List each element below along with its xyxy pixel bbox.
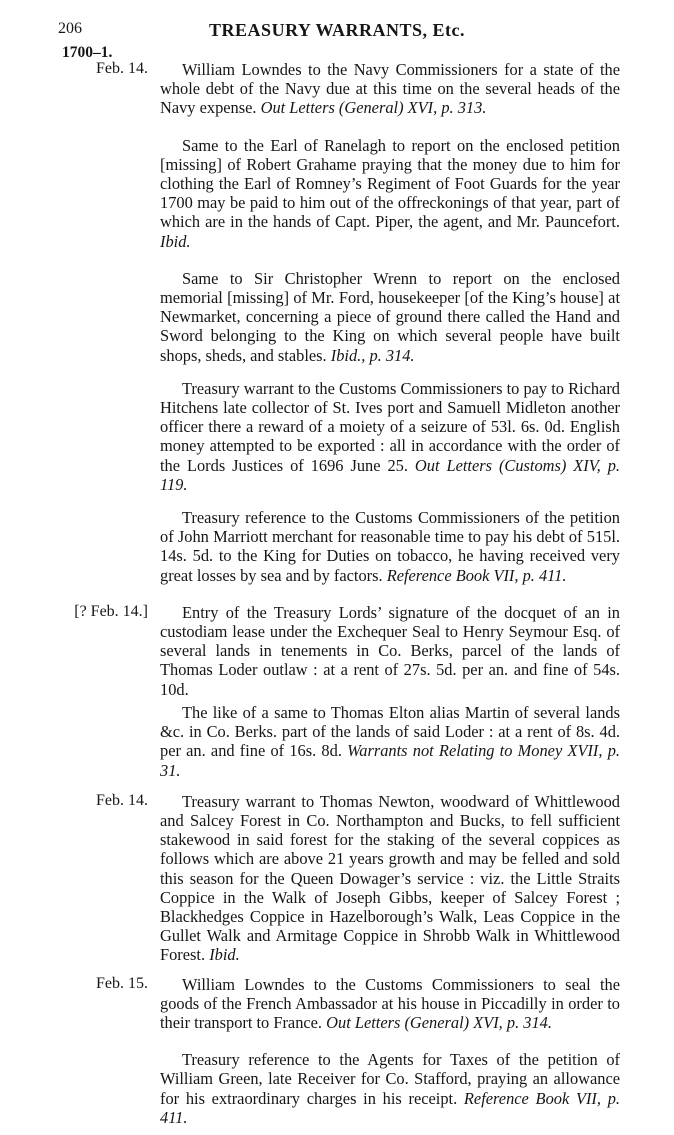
source-citation: Reference Book VII, p. 411. [386,565,567,585]
running-title: TREASURY WARRANTS, Etc. [209,20,465,40]
entry-date: Feb. 14. [96,791,148,809]
entry-paragraph: William Lowndes to the Navy Commissioners for a state of the whole debt of the Navy due at this time on the several heads of the Navy expense. Out Letters (General) XVI, p. 313. [160,60,620,118]
entry-paragraph: Treasury reference to the Customs Commissioners of the petition of John Marriott merchant for reasonable time to pay his debt of 515l. 14s. 5d. to the King for Duties on tobacco, he having received very great losses by sea and by factors. Reference Book VII, p. 411. [160,508,620,585]
entry [30,60,620,118]
entry-date: Feb. 15. [96,974,148,992]
entry-paragraph: William Lowndes to the Customs Commissioners to seal the goods of the French Ambassador at his house in Piccadilly in order to their transport to France. Out Letters (General) XVI, p. 314. [160,974,620,1032]
entry-date: [? Feb. 14.] [74,602,148,620]
entry-date: Feb. 14. [96,60,148,77]
entry-paragraph: Treasury warrant to Thomas Newton, woodward of Whittlewood and Salcey Forest in Co. Northampton and Bucks, to fell sufficient stakewood in said forest for the staking of the several coppices as follows which are above 21 years growth and may be felled and sold this season for the Queen Dowager’s service : viz. the Little Straits Coppice in the Walk of Joseph Gibbs, keeper of Salcey Forest ; Blackhedges Coppice in Hazelborough’s Walk, Leas Coppice in the Gullet Walk and Armitage Coppice in Shrobb Walk in Whittlewood Forest. Ibid. [160,791,620,965]
entry-paragraph: Treasury reference to the Agents for Taxes of the petition of William Green, late Receiver for Co. Stafford, praying an allowance for his extraordinary charges in his receipt. Reference Book VII, p. 411. [160,1050,620,1127]
entry-paragraph: The like of a same to Thomas Elton alias Martin of several lands &c. in Co. Berks. part of the lands of said Loder : at a rent of 8s. 4d. per an. and fine of 16s. 8d. Warrants not Relating to Money XVII, p. 31. [160,702,620,780]
page-header [58,20,616,44]
source-citation: Warrants not Relating to Money XVII, p. 31. [160,741,620,780]
source-citation: Out Letters (Customs) XIV, p. 119. [160,455,621,494]
entry [30,792,620,965]
document-body [30,60,620,1135]
source-citation: Reference Book VII, p. 411. [160,1088,620,1127]
entry [30,603,620,780]
source-citation: Out Letters (General) XVI, p. 314. [326,1012,552,1032]
entry [30,136,620,251]
source-citation: Ibid., p. 314. [330,345,415,365]
entry [30,975,620,1033]
year-heading: 1700–1. [62,44,113,61]
entry [30,379,620,585]
entry-paragraph: Treasury warrant to the Customs Commissioners to pay to Richard Hitchens late collector of St. Ives port and Samuell Midleton another officer there a reward of a moiety of a seizure of 53l. 6s. 0d. English money attempted to be exported : all in accordance with the order of the Lords Justices of 1696 June 25. Out Letters (Customs) XIV, p. 119. [160,378,621,494]
entry-paragraph: Entry of the Treasury Lords’ signature of the docquet of an in custodiam lease under the Exchequer Seal to Henry Seymour Esq. of several lands in tenements in Co. Berks, parcel of the lands of Thomas Loder outlaw : at a rent of 27s. 5d. per an. and fine of 54s. 10d. [160,602,620,699]
page-number: 206 [58,20,82,37]
source-citation: Out Letters (General) XVI, p. 313. [260,98,487,118]
source-citation: Ibid. [160,231,191,251]
entry [30,1050,620,1127]
entry [30,269,620,365]
entry-paragraph: Same to Sir Christopher Wrenn to report on the enclosed memorial [missing] of Mr. Ford, housekeeper [of the King’s house] at Newmarket, concerning a piece of ground there called the Hand and Sword belonging to the King on which several people have built shops, sheds, and stables. Ibid., p. 314. [160,268,620,365]
source-citation: Ibid. [209,945,240,965]
entry-paragraph: Same to the Earl of Ranelagh to report on the enclosed petition [missing] of Robert Grahame praying that the money due to him for clothing the Earl of Romney’s Regiment of Foot Guards for the year 1700 may be paid to him out of the offreckonings of that year, part of which are in the hands of Capt. Piper, the agent, and Mr. Pauncefort. Ibid. [160,135,620,251]
